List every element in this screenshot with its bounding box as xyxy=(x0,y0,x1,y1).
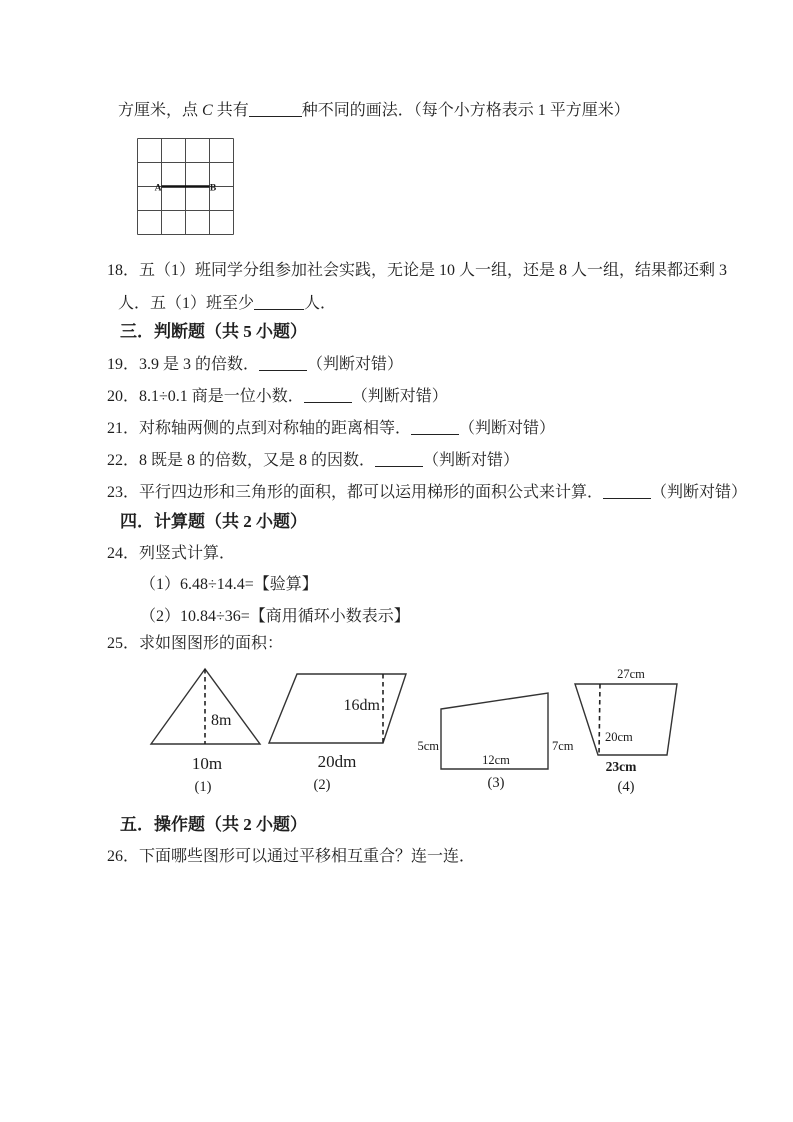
figure-3-caption: (3) xyxy=(487,775,505,791)
q22-text: 22．8 既是 8 的倍数，又是 8 的因数． xyxy=(107,452,376,469)
q24-stem xyxy=(107,543,235,564)
q17-text-post: 种不同的画法．（每个小方格表示 1 平方厘米） xyxy=(301,102,630,119)
section-3-title: 三．判断题（共 5 小题） xyxy=(120,322,307,341)
triangle-base-label: 10m xyxy=(191,754,223,773)
quad-left-side-label: 5cm xyxy=(417,739,439,753)
parallelogram-base-label: 20dm xyxy=(317,752,357,771)
section-5-title: 五．操作题（共 2 小题） xyxy=(120,815,307,834)
section-4-header xyxy=(120,511,307,532)
figure-1-caption: (1) xyxy=(194,779,212,795)
q25-stem xyxy=(107,633,283,654)
q24-item-1-text: （1）6.48÷14.4=【验算】 xyxy=(140,576,318,593)
judge-question-20 xyxy=(107,386,448,407)
figure-4-caption: (4) xyxy=(617,779,635,795)
q20-suffix: （判断对错） xyxy=(351,388,448,405)
q22-suffix: （判断对错） xyxy=(423,452,520,469)
figure-2-parallelogram xyxy=(253,663,421,801)
judge-question-22 xyxy=(107,450,519,471)
q17-point-c-label: C xyxy=(202,102,213,119)
point-a-label: A xyxy=(154,183,162,194)
judge-question-21 xyxy=(107,418,555,439)
q18-answer-blank xyxy=(254,296,304,310)
q19-text: 19．3.9 是 3 的倍数． xyxy=(107,356,260,373)
q25-stem-text: 25．求如图图形的面积： xyxy=(107,635,284,652)
q17-continuation-line xyxy=(118,100,630,121)
quad-right-side-label: 7cm xyxy=(552,739,574,753)
q24-item-1 xyxy=(140,574,318,595)
trapezoid-height-line xyxy=(599,684,600,755)
trapezoid-height-label: 20cm xyxy=(605,730,633,744)
q26-stem-text: 26．下面哪些图形可以通过平移相互重合？连一连． xyxy=(107,848,476,865)
figure-1-triangle xyxy=(145,661,267,801)
q18-text-2-pre: 人．五（1）班至少 xyxy=(118,295,255,312)
q24-item-2-text: （2）10.84÷36=【商用循环小数表示】 xyxy=(140,608,410,625)
section-5-header xyxy=(120,814,307,835)
q20-answer-blank xyxy=(304,389,352,403)
parallelogram-height-label: 16dm xyxy=(343,697,380,714)
q23-answer-blank xyxy=(603,485,651,499)
q17-grid-figure xyxy=(134,135,240,241)
q26-stem xyxy=(107,846,475,867)
quad-base-label: 12cm xyxy=(482,753,510,767)
q23-text: 23．平行四边形和三角形的面积，都可以运用梯形的面积公式来计算． xyxy=(107,484,604,501)
q18-text-1: 18．五（1）班同学分组参加社会实践，无论是 10 人一组，还是 8 人一组，结果都还剩 3 xyxy=(107,262,728,279)
q18-line-2 xyxy=(118,293,336,314)
judge-question-19 xyxy=(107,354,403,375)
q24-stem-text: 24．列竖式计算． xyxy=(107,545,236,562)
section-3-header xyxy=(120,321,307,342)
q21-answer-blank xyxy=(411,421,459,435)
q22-answer-blank xyxy=(375,453,423,467)
trapezoid-top-label: 27cm xyxy=(617,667,645,681)
q19-answer-blank xyxy=(259,357,307,371)
q17-text-pre: 方厘米，点 xyxy=(118,102,199,119)
q21-text: 21．对称轴两侧的点到对称轴的距离相等． xyxy=(107,420,412,437)
section-4-title: 四．计算题（共 2 小题） xyxy=(120,512,307,531)
q20-text: 20．8.1÷0.1 商是一位小数． xyxy=(107,388,304,405)
q21-suffix: （判断对错） xyxy=(459,420,556,437)
q24-item-2 xyxy=(140,606,410,627)
triangle-height-label: 8m xyxy=(211,712,232,729)
figure-3-quadrilateral xyxy=(415,660,577,795)
trapezoid-base-label: 23cm xyxy=(605,759,637,774)
q19-suffix: （判断对错） xyxy=(307,356,404,373)
point-b-label: B xyxy=(209,183,217,194)
q23-suffix: （判断对错） xyxy=(651,484,748,501)
q18-line-1 xyxy=(107,260,727,281)
q17-answer-blank xyxy=(249,103,302,117)
q17-text-mid: 共有 xyxy=(216,102,249,119)
judge-question-23 xyxy=(107,482,747,503)
trapezoid-outline xyxy=(575,684,677,755)
q18-text-2-post: 人． xyxy=(304,295,337,312)
figure-2-caption: (2) xyxy=(313,777,331,793)
parallelogram-outline xyxy=(269,674,406,743)
figure-4-trapezoid xyxy=(565,660,693,800)
